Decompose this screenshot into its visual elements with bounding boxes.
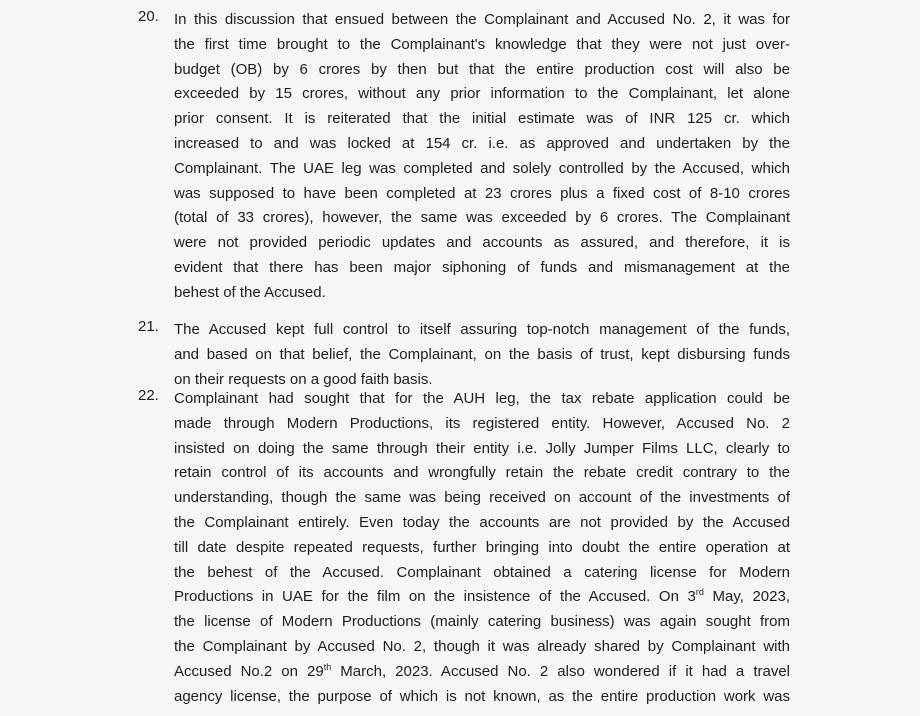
paragraph-line-march xyxy=(174,660,790,685)
paragraph-line: retain control of its accounts and wrongfully retain the rebate credit contrary to the xyxy=(174,464,790,482)
paragraph-line: budget (OB) by 6 crores by then but that the entire production cost will also be xyxy=(174,60,790,78)
paragraph-line-may xyxy=(174,585,790,610)
paragraph-line: the license of Modern Productions (mainly catering business) was again sought from xyxy=(174,613,790,631)
paragraph-line: till date despite repeated requests, further bringing into doubt the entire operation at xyxy=(174,538,790,556)
paragraph-line: understanding, though the same was being received on account of the investments of xyxy=(174,489,790,507)
paragraph-line: were not provided periodic updates and accounts as assured, and therefore, it is xyxy=(174,234,790,252)
paragraph-line: the behest of the Accused. Complainant obtained a catering license for Modern xyxy=(174,563,790,581)
paragraph-line: on their requests on a good faith basis. xyxy=(174,370,433,388)
paragraph-line: was supposed to have been completed at 23 crores plus a fixed cost of 8-10 crores xyxy=(174,184,790,202)
paragraph-line: The Accused kept full control to itself assuring top-notch management of the funds, xyxy=(174,321,790,338)
paragraph-line: exceeded by 15 crores, without any prior information to the Complainant, let alone xyxy=(174,85,790,103)
paragraph-line: Complainant had sought that for the AUH leg, the tax rebate application could be xyxy=(174,390,790,407)
paragraph-line: the Complainant entirely. Even today the accounts are not provided by the Accused xyxy=(174,513,790,531)
paragraph-22 xyxy=(138,387,790,709)
paragraph-line: and based on that belief, the Complainant, on the basis of trust, kept disbursing funds xyxy=(174,345,790,363)
paragraph-number: 21. xyxy=(138,318,159,335)
paragraph-line: the first time brought to the Complainant's knowledge that they were not just over- xyxy=(174,35,790,53)
line-text: Accused No.2 on 29 xyxy=(174,662,324,680)
paragraph-line: insisted on doing the same through their entity i.e. Jolly Jumper Films LLC, clearly to xyxy=(174,439,790,457)
paragraph-line: (total of 33 crores), however, the same was exceeded by 6 crores. The Complainant xyxy=(174,209,790,227)
line-text: May, 2023, xyxy=(703,588,790,606)
paragraph-line: behest of the Accused. xyxy=(174,283,326,301)
paragraph-line: evident that there has been major siphoning of funds and mismanagement at the xyxy=(174,258,790,276)
line-text: March, 2023. Accused No. 2 also wondered if it had a travel xyxy=(331,662,790,680)
paragraph-number: 22. xyxy=(138,387,159,404)
paragraph-line: the Complainant by Accused No. 2, though it was already shared by Complainant with xyxy=(174,637,790,655)
paragraph-line: increased to and was locked at 154 cr. i.e. as approved and undertaken by the xyxy=(174,134,790,152)
paragraph-line: agency license, the purpose of which is not known, as the entire production work was xyxy=(174,687,790,705)
ordinal-suffix: rd xyxy=(695,587,704,598)
line-text: Productions in UAE for the film on the insistence of the Accused. On 3 xyxy=(174,588,696,606)
paragraph-number: 20. xyxy=(138,8,159,25)
paragraph-line: made through Modern Productions, its registered entity. However, Accused No. 2 xyxy=(174,414,790,432)
paragraph-line: In this discussion that ensued between the Complainant and Accused No. 2, it was for xyxy=(174,11,790,28)
paragraph-line: prior consent. It is reiterated that the initial estimate was of INR 125 cr. which xyxy=(174,110,790,128)
paragraph-line: Complainant. The UAE leg was completed and solely controlled by the Accused, which xyxy=(174,159,790,177)
paragraph-20 xyxy=(138,8,790,306)
paragraph-21 xyxy=(138,318,790,392)
ordinal-suffix: th xyxy=(323,661,332,672)
